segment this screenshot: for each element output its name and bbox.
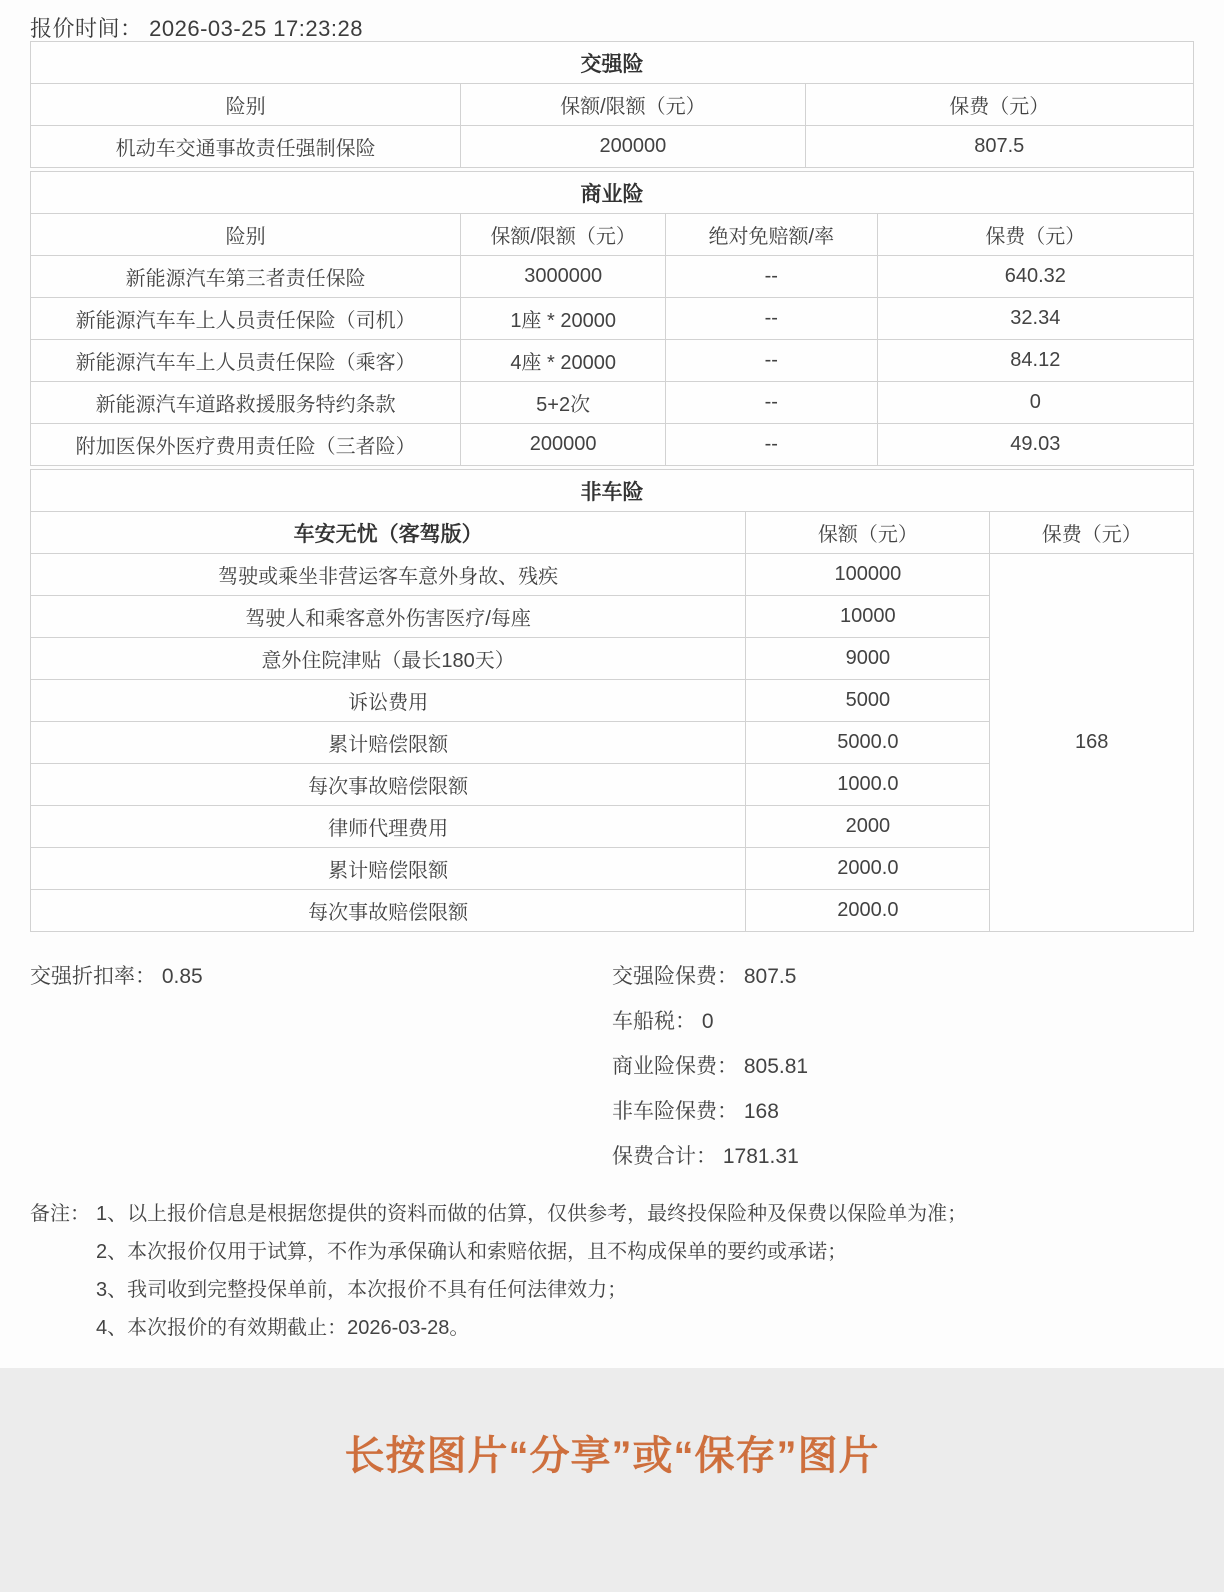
summary-line-vehicle-tax: [612, 999, 1194, 1044]
benefit-name-cell: 每次事故赔偿限额: [31, 764, 746, 806]
summary-value: 1781.31: [722, 1145, 799, 1168]
benefit-name-cell: 累计赔偿限额: [31, 722, 746, 764]
risk-name-cell: 附加医保外医疗费用责任险（三者险）: [31, 424, 461, 466]
premium-summary: [30, 954, 1194, 1179]
summary-label: 非车险保费：: [612, 1100, 738, 1123]
table-section-header: [31, 172, 1194, 214]
premium-cell: 807.5: [805, 126, 1193, 168]
premium-cell: 0: [877, 382, 1193, 424]
quote-time: [0, 0, 1224, 41]
column-header-row: [31, 214, 1194, 256]
note-item: 4、本次报价的有效期截止：2026-03-28。: [96, 1317, 470, 1339]
col-header-risk: 险别: [31, 214, 461, 256]
coverage-cell: 1座 * 20000: [461, 298, 666, 340]
deductible-cell: --: [665, 424, 877, 466]
compulsory-insurance-table: [30, 41, 1194, 168]
benefit-name-cell: 驾驶或乘坐非营运客车意外身故、残疾: [31, 554, 746, 596]
summary-value: 0: [701, 1010, 714, 1033]
premium-totals: [612, 954, 1194, 1179]
non-auto-insurance-table: [30, 469, 1194, 932]
coverage-cell: 200000: [461, 126, 805, 168]
summary-line-total-premium: [612, 1134, 1194, 1179]
discount-rate-value: 0.85: [161, 965, 203, 988]
benefit-name-cell: 诉讼费用: [31, 680, 746, 722]
risk-name-cell: 新能源汽车第三者责任保险: [31, 256, 461, 298]
col-header-premium: 保费（元）: [990, 512, 1194, 554]
discount-rate-line: [30, 954, 612, 1179]
premium-total-cell: 168: [990, 554, 1194, 932]
coverage-cell: 200000: [461, 424, 666, 466]
notes-list: [96, 1195, 1194, 1347]
product-name-cell: 车安无忧（客驾版）: [31, 512, 746, 554]
summary-value: 807.5: [743, 965, 797, 988]
notes-label: 备注：: [30, 1203, 90, 1225]
notes-section: [30, 1195, 1194, 1347]
col-header-coverage: 保额/限额（元）: [461, 214, 666, 256]
coverage-cell: 5000.0: [746, 722, 990, 764]
col-header-coverage: 保额（元）: [746, 512, 990, 554]
coverage-cell: 3000000: [461, 256, 666, 298]
coverage-cell: 9000: [746, 638, 990, 680]
section-title-feichexian: 非车险: [31, 470, 1194, 512]
quote-time-label: 报价时间：: [30, 16, 143, 41]
table-row: [31, 340, 1194, 382]
risk-name-cell: 新能源汽车车上人员责任保险（乘客）: [31, 340, 461, 382]
table-row: [31, 298, 1194, 340]
note-item: 1、以上报价信息是根据您提供的资料而做的估算，仅供参考，最终投保险种及保费以保险单为准；: [96, 1203, 968, 1225]
share-save-instruction: 长按图片“分享”或“保存”图片: [344, 1434, 880, 1478]
column-header-row: [31, 84, 1194, 126]
risk-name-cell: 机动车交通事故责任强制保险: [31, 126, 461, 168]
note-item: 2、本次报价仅用于试算，不作为承保确认和索赔依据，且不构成保单的要约或承诺；: [96, 1241, 848, 1263]
col-header-deductible: 绝对免赔额/率: [665, 214, 877, 256]
table-section-header: [31, 470, 1194, 512]
summary-value: 168: [743, 1100, 779, 1123]
col-header-premium: 保费（元）: [805, 84, 1193, 126]
summary-line-nonauto-premium: [612, 1089, 1194, 1134]
summary-value: 805.81: [743, 1055, 809, 1078]
coverage-cell: 2000.0: [746, 848, 990, 890]
coverage-cell: 100000: [746, 554, 990, 596]
deductible-cell: --: [665, 298, 877, 340]
risk-name-cell: 新能源汽车道路救援服务特约条款: [31, 382, 461, 424]
col-header-premium: 保费（元）: [877, 214, 1193, 256]
commercial-insurance-table: [30, 171, 1194, 466]
table-row: [31, 126, 1194, 168]
coverage-cell: 2000.0: [746, 890, 990, 932]
premium-cell: 640.32: [877, 256, 1193, 298]
summary-label: 保费合计：: [612, 1145, 717, 1168]
column-header-row: [31, 512, 1194, 554]
table-row: [31, 554, 1194, 596]
risk-name-cell: 新能源汽车车上人员责任保险（司机）: [31, 298, 461, 340]
discount-rate-label: 交强折扣率：: [30, 965, 156, 988]
summary-label: 车船税：: [612, 1010, 696, 1033]
note-item: 3、我司收到完整投保单前，本次报价不具有任何法律效力；: [96, 1279, 628, 1301]
benefit-name-cell: 律师代理费用: [31, 806, 746, 848]
table-section-header: [31, 42, 1194, 84]
benefit-name-cell: 每次事故赔偿限额: [31, 890, 746, 932]
deductible-cell: --: [665, 256, 877, 298]
premium-cell: 32.34: [877, 298, 1193, 340]
table-row: [31, 424, 1194, 466]
benefit-name-cell: 累计赔偿限额: [31, 848, 746, 890]
section-title-shangyexian: 商业险: [31, 172, 1194, 214]
premium-cell: 84.12: [877, 340, 1193, 382]
col-header-risk: 险别: [31, 84, 461, 126]
summary-label: 交强险保费：: [612, 965, 738, 988]
coverage-cell: 5+2次: [461, 382, 666, 424]
summary-label: 商业险保费：: [612, 1055, 738, 1078]
deductible-cell: --: [665, 382, 877, 424]
benefit-name-cell: 意外住院津贴（最长180天）: [31, 638, 746, 680]
col-header-coverage: 保额/限额（元）: [461, 84, 805, 126]
benefit-name-cell: 驾驶人和乘客意外伤害医疗/每座: [31, 596, 746, 638]
coverage-cell: 10000: [746, 596, 990, 638]
section-title-jiaoqiangxian: 交强险: [31, 42, 1194, 84]
coverage-cell: 2000: [746, 806, 990, 848]
deductible-cell: --: [665, 340, 877, 382]
quote-time-value: 2026-03-25 17:23:28: [149, 16, 363, 41]
coverage-cell: 1000.0: [746, 764, 990, 806]
summary-line-jiaoqiang-premium: [612, 954, 1194, 999]
table-row: [31, 382, 1194, 424]
premium-cell: 49.03: [877, 424, 1193, 466]
coverage-cell: 4座 * 20000: [461, 340, 666, 382]
summary-line-commercial-premium: [612, 1044, 1194, 1089]
coverage-cell: 5000: [746, 680, 990, 722]
table-row: [31, 256, 1194, 298]
share-save-banner: [0, 1368, 1224, 1592]
